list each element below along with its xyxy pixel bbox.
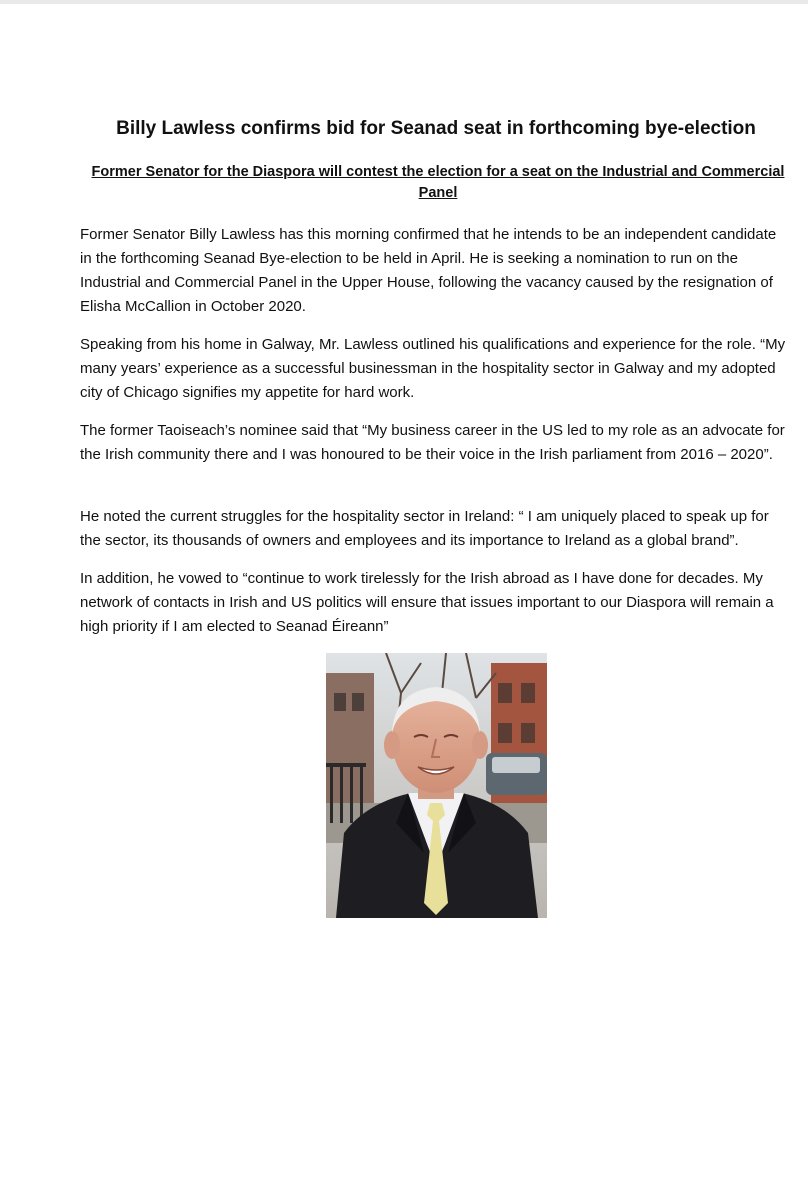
paragraph: The former Taoiseach’s nominee said that “My business career in the US led to my role as an advocate for the Irish community there and I was honoured to be their voice in the Irish parliament from 2016 – 2020”. bbox=[80, 422, 785, 463]
paragraph: In addition, he vowed to “continue to work tirelessly for the Irish abroad as I have done for decades. My network of contacts in Irish and US politics will ensure that issues important to our Diaspora will remain a high priority if I am elected to Seanad Éireann” bbox=[80, 570, 774, 635]
portrait-photo bbox=[326, 653, 547, 918]
paragraph: Former Senator Billy Lawless has this morning confirmed that he intends to be an independent candidate in the forthcoming Seanad Bye-election to be held in April. He is seeking a nomination to run on the Industrial and Commercial Panel in the Upper House, following the vacancy caused by the resignation of Elisha McCallion in October 2020. bbox=[80, 226, 777, 315]
portrait-illustration bbox=[326, 653, 547, 918]
paragraph: Speaking from his home in Galway, Mr. Lawless outlined his qualifications and experience for the role. “My many years’ experience as a successful businessman in the hospitality sector in Galway and my adopted city of Chicago signifies my appetite for hard work. bbox=[80, 336, 786, 401]
paragraph: He noted the current struggles for the hospitality sector in Ireland: “ I am uniquely placed to speak up for the sector, its thousands of owners and employees and its importance to Ireland as a global brand”. bbox=[80, 508, 769, 549]
headline: Billy Lawless confirms bid for Seanad seat in forthcoming bye-election bbox=[116, 118, 756, 139]
subheadline: Former Senator for the Diaspora will contest the election for a seat on the Industrial and Commercial Panel bbox=[91, 164, 785, 201]
